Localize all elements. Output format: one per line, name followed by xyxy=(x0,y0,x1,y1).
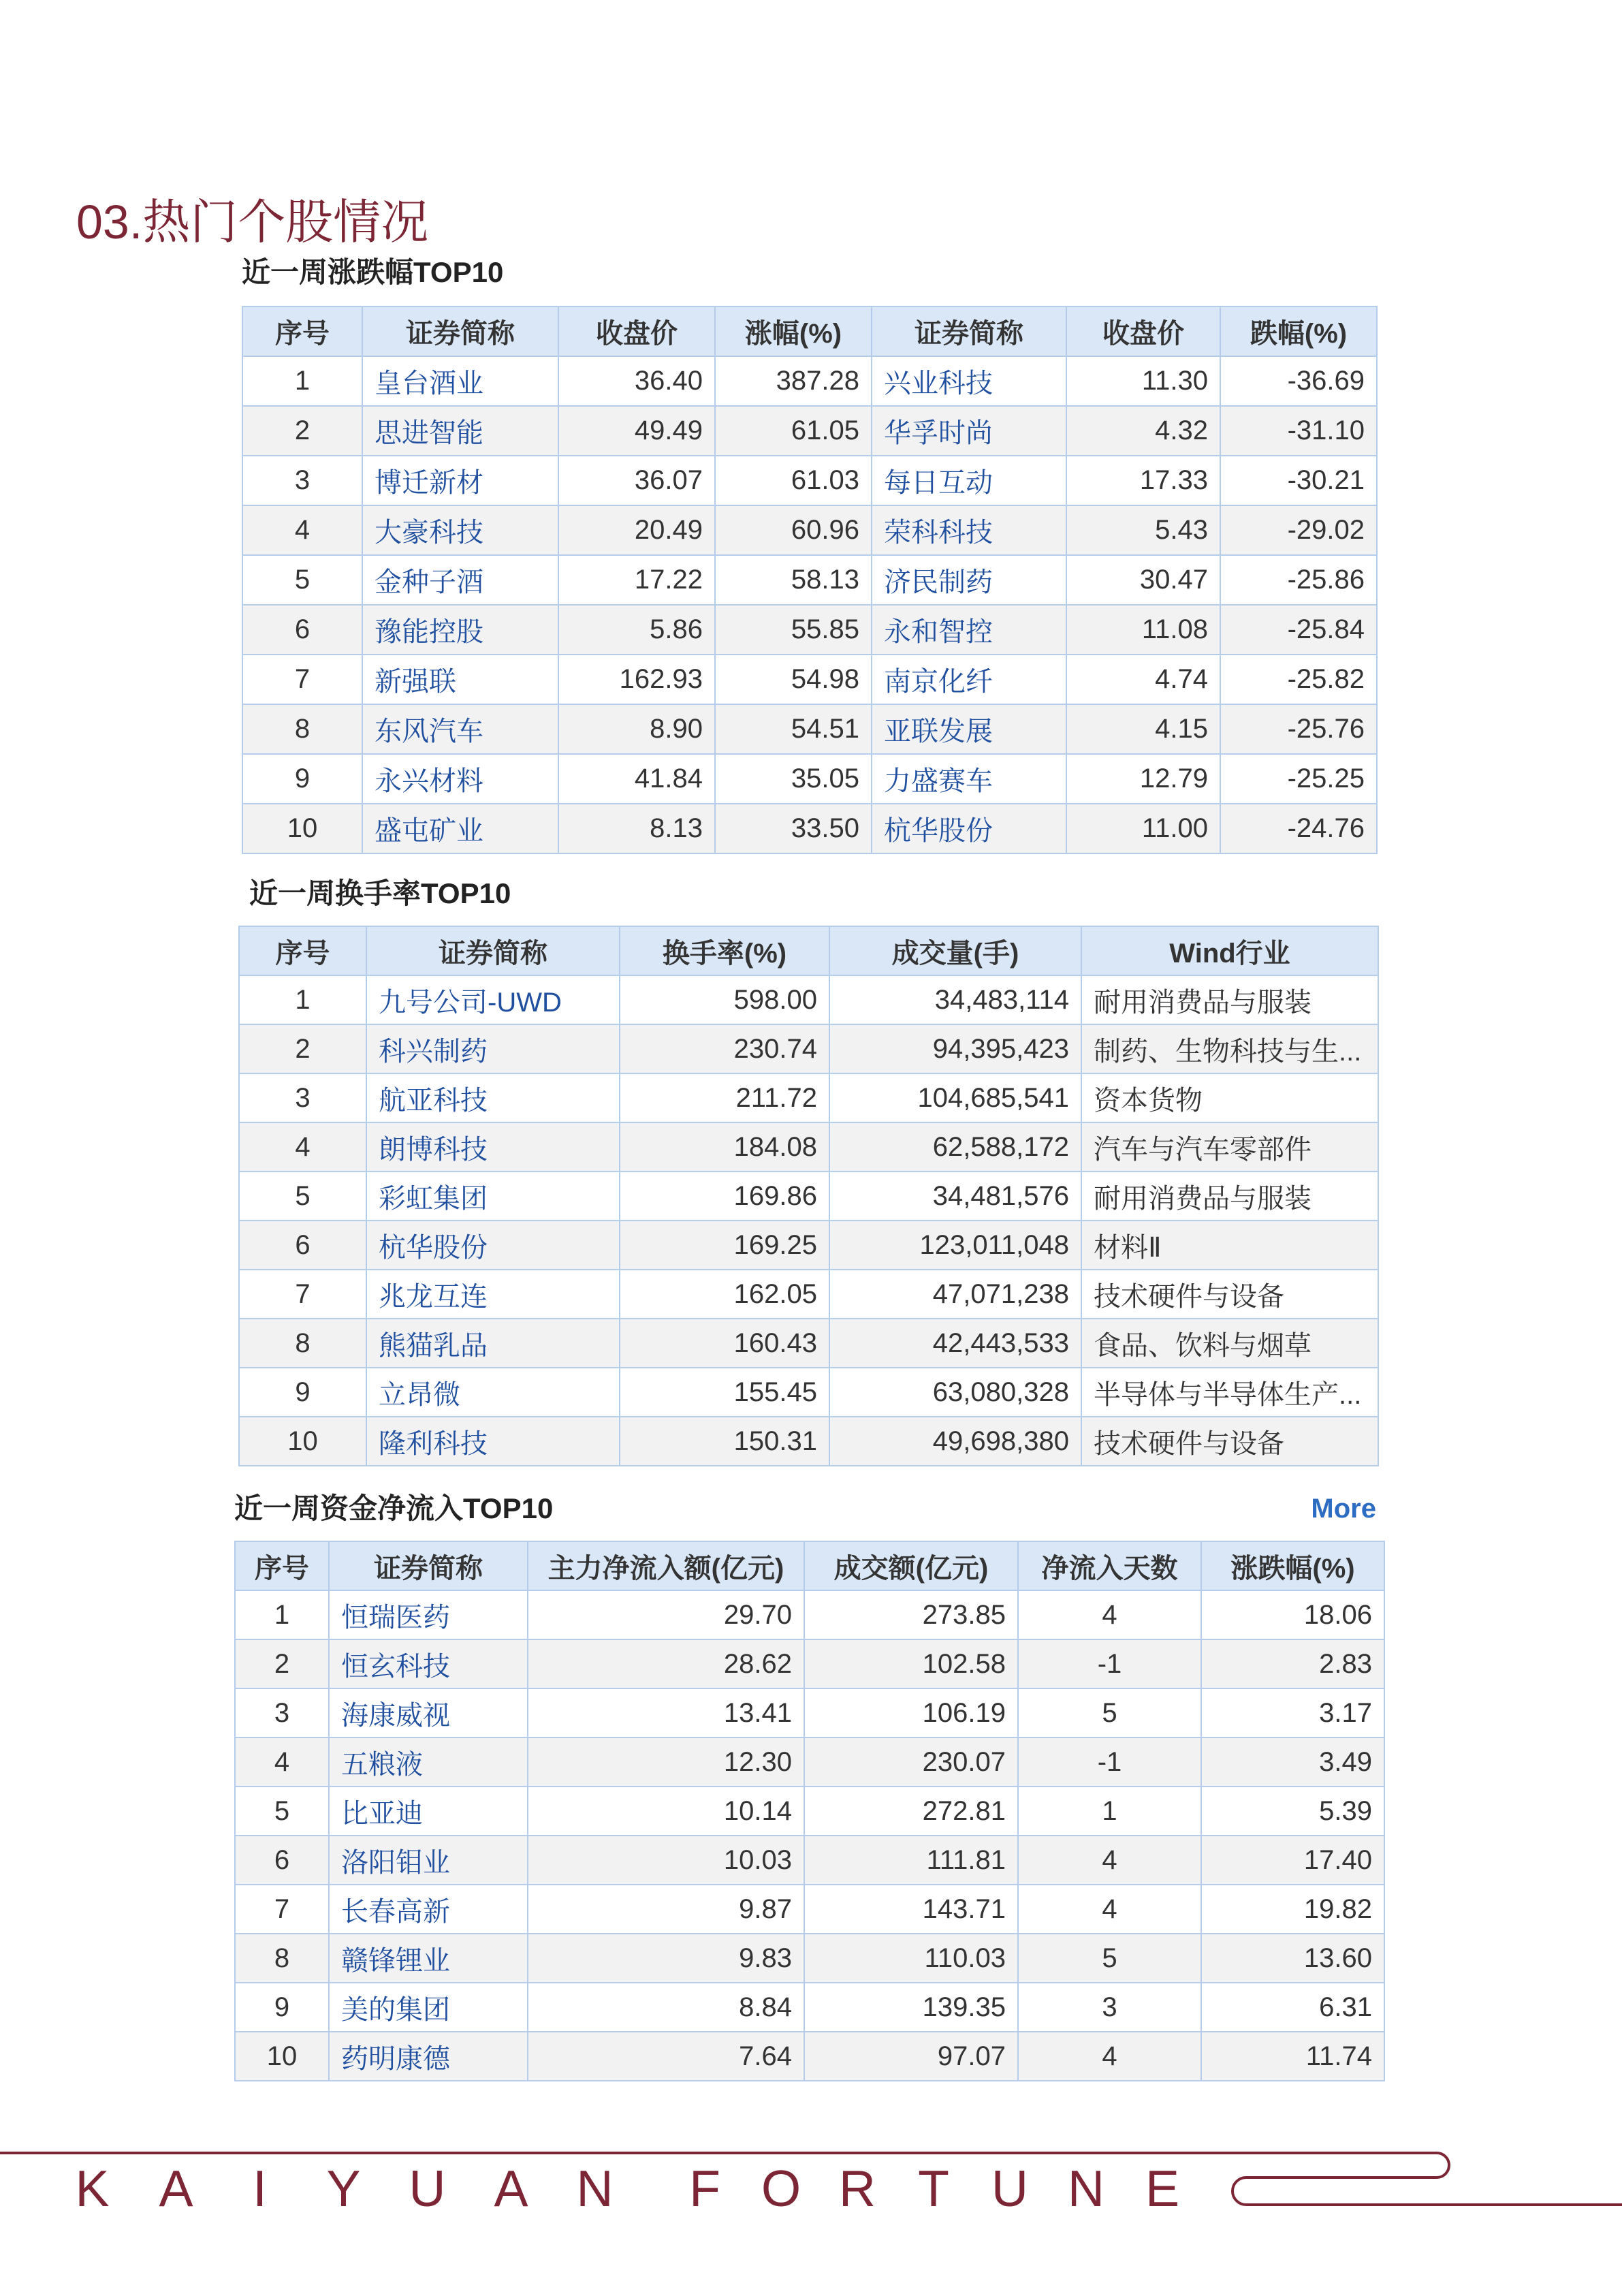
rank-cell: 5 xyxy=(242,555,362,605)
gainer-close-cell: 8.90 xyxy=(558,704,715,754)
stock-name-cell xyxy=(362,356,558,406)
table-row xyxy=(239,1073,1378,1122)
wind-industry-cell: 资本货物 xyxy=(1081,1073,1378,1122)
stock-name-cell xyxy=(329,1787,528,1836)
stock-name-cell xyxy=(872,356,1066,406)
brand-letter: N xyxy=(576,2160,614,2217)
table-body xyxy=(235,1590,1384,2081)
gainer-pct-cell: 35.05 xyxy=(715,754,872,804)
change-pct-cell: 2.83 xyxy=(1201,1639,1384,1688)
gainer-pct-cell: 58.13 xyxy=(715,555,872,605)
turnover-pct-cell: 162.05 xyxy=(620,1270,829,1319)
wind-industry-cell: 制药、生物科技与生... xyxy=(1081,1024,1378,1073)
gainer-close-cell: 41.84 xyxy=(558,754,715,804)
rank-cell: 8 xyxy=(242,704,362,754)
net-inflow-table-title: 近一周资金净流入TOP10 xyxy=(234,1492,554,1524)
wind-industry-cell: 耐用消费品与服装 xyxy=(1081,1171,1378,1221)
turnover-pct-cell: 155.45 xyxy=(620,1368,829,1417)
main-net-inflow-cell: 10.14 xyxy=(528,1787,804,1836)
wind-industry-cell: 技术硬件与设备 xyxy=(1081,1417,1378,1466)
stock-name-cell xyxy=(872,704,1066,754)
stock-name-link[interactable]: 南京化纤 xyxy=(884,667,993,697)
change-pct-cell: 17.40 xyxy=(1201,1836,1384,1885)
column-header: 涨跌幅(%) xyxy=(1201,1541,1384,1590)
net-inflow-top10-table xyxy=(234,1541,1385,2081)
table-row xyxy=(239,1171,1378,1221)
rank-cell: 2 xyxy=(235,1639,329,1688)
main-net-inflow-cell: 9.87 xyxy=(528,1885,804,1934)
rank-cell: 4 xyxy=(239,1122,366,1171)
rank-cell: 2 xyxy=(242,406,362,456)
stock-name-link[interactable]: 盛屯矿业 xyxy=(375,816,483,846)
stock-name-link[interactable]: 东风汽车 xyxy=(375,717,483,746)
brand-letter: U xyxy=(409,2160,446,2217)
stock-name-cell xyxy=(329,1836,528,1885)
table-row xyxy=(242,505,1377,555)
loser-pct-cell: -29.02 xyxy=(1220,505,1377,555)
stock-name-cell xyxy=(872,456,1066,505)
volume-lots-cell: 34,481,576 xyxy=(829,1171,1081,1221)
inflow-days-cell: -1 xyxy=(1018,1639,1201,1688)
wind-industry-cell: 半导体与半导体生产... xyxy=(1081,1368,1378,1417)
stock-name-cell xyxy=(366,1417,620,1466)
stock-name-link[interactable]: 彩虹集团 xyxy=(379,1183,488,1214)
rank-cell: 7 xyxy=(239,1270,366,1319)
stock-name-cell xyxy=(872,655,1066,704)
table-row xyxy=(239,1122,1378,1171)
rank-cell: 3 xyxy=(235,1688,329,1737)
rank-cell: 6 xyxy=(239,1221,366,1270)
rank-cell: 5 xyxy=(235,1787,329,1836)
table-row xyxy=(242,356,1377,406)
turnover-amount-cell: 143.71 xyxy=(804,1885,1018,1934)
price-change-top10-table xyxy=(242,306,1378,854)
column-header: 成交额(亿元) xyxy=(804,1541,1018,1590)
stock-name-link[interactable]: 永和智控 xyxy=(884,617,993,647)
brand-letter: Y xyxy=(326,2160,361,2217)
brand-letter: R xyxy=(838,2160,876,2217)
wind-industry-cell: 汽车与汽车零部件 xyxy=(1081,1122,1378,1171)
column-header: 换手率(%) xyxy=(620,926,829,975)
stock-name-cell xyxy=(329,1934,528,1983)
change-pct-cell: 13.60 xyxy=(1201,1934,1384,1983)
loser-close-cell: 17.33 xyxy=(1066,456,1220,505)
volume-lots-cell: 49,698,380 xyxy=(829,1417,1081,1466)
stock-name-link[interactable]: 皇台酒业 xyxy=(375,368,483,398)
rank-cell: 7 xyxy=(242,655,362,704)
main-net-inflow-cell: 28.62 xyxy=(528,1639,804,1688)
brand-letter: F xyxy=(689,2160,720,2217)
column-header: 证券简称 xyxy=(366,926,620,975)
stock-name-cell xyxy=(366,975,620,1024)
stock-name-link[interactable]: 药明康德 xyxy=(341,2043,450,2074)
stock-name-cell xyxy=(362,605,558,655)
section-title: 03.热门个股情况 xyxy=(76,195,429,249)
wind-industry-cell: 耐用消费品与服装 xyxy=(1081,975,1378,1024)
volume-lots-cell: 63,080,328 xyxy=(829,1368,1081,1417)
brand-letter: T xyxy=(918,2160,949,2217)
turnover-pct-cell: 230.74 xyxy=(620,1024,829,1073)
rank-cell: 8 xyxy=(239,1319,366,1368)
volume-lots-cell: 42,443,533 xyxy=(829,1319,1081,1368)
table-row xyxy=(242,704,1377,754)
stock-name-cell xyxy=(366,1319,620,1368)
main-net-inflow-cell: 13.41 xyxy=(528,1688,804,1737)
turnover-amount-cell: 139.35 xyxy=(804,1983,1018,2032)
gainer-pct-cell: 54.51 xyxy=(715,704,872,754)
turnover-pct-cell: 169.25 xyxy=(620,1221,829,1270)
stock-name-cell xyxy=(362,456,558,505)
inflow-days-cell: 3 xyxy=(1018,1983,1201,2032)
column-header: 收盘价 xyxy=(558,306,715,356)
stock-name-link[interactable]: 海康威视 xyxy=(341,1700,450,1731)
loser-pct-cell: -36.69 xyxy=(1220,356,1377,406)
stock-name-link[interactable]: 隆利科技 xyxy=(379,1428,488,1459)
column-header: Wind行业 xyxy=(1081,926,1378,975)
stock-name-link[interactable]: 亚联发展 xyxy=(884,717,993,746)
gainer-pct-cell: 60.96 xyxy=(715,505,872,555)
brand-letter: I xyxy=(253,2160,267,2217)
inflow-days-cell: 4 xyxy=(1018,1885,1201,1934)
gainer-pct-cell: 61.03 xyxy=(715,456,872,505)
stock-name-link[interactable]: 思进智能 xyxy=(375,418,483,448)
volume-lots-cell: 34,483,114 xyxy=(829,975,1081,1024)
stock-name-link[interactable]: 每日互动 xyxy=(884,468,993,498)
column-header: 证券简称 xyxy=(329,1541,528,1590)
rank-cell: 6 xyxy=(235,1836,329,1885)
turnover-top10-table xyxy=(238,926,1379,1466)
inflow-days-cell: -1 xyxy=(1018,1737,1201,1787)
table-row xyxy=(242,605,1377,655)
stock-name-cell xyxy=(329,1983,528,2032)
loser-close-cell: 12.79 xyxy=(1066,754,1220,804)
table-row xyxy=(239,1368,1378,1417)
rank-cell: 3 xyxy=(242,456,362,505)
table-row xyxy=(242,804,1377,853)
stock-name-link[interactable]: 杭华股份 xyxy=(884,816,993,846)
volume-lots-cell: 94,395,423 xyxy=(829,1024,1081,1073)
table-header-row xyxy=(235,1541,1384,1590)
loser-close-cell: 30.47 xyxy=(1066,555,1220,605)
turnover-pct-cell: 169.86 xyxy=(620,1171,829,1221)
rank-cell: 2 xyxy=(239,1024,366,1073)
stock-name-cell xyxy=(872,406,1066,456)
column-header: 证券简称 xyxy=(872,306,1066,356)
brand-letter: E xyxy=(1145,2160,1180,2217)
table-row xyxy=(239,1417,1378,1466)
rank-cell: 1 xyxy=(235,1590,329,1639)
stock-name-link[interactable]: 金种子酒 xyxy=(375,567,483,597)
loser-pct-cell: -25.25 xyxy=(1220,754,1377,804)
table-body xyxy=(239,975,1378,1466)
stock-name-cell xyxy=(872,505,1066,555)
turnover-pct-cell: 150.31 xyxy=(620,1417,829,1466)
gainer-close-cell: 8.13 xyxy=(558,804,715,853)
column-header: 成交量(手) xyxy=(829,926,1081,975)
wind-industry-cell: 材料Ⅱ xyxy=(1081,1221,1378,1270)
stock-name-link[interactable]: 立昂微 xyxy=(379,1379,460,1410)
rank-cell: 7 xyxy=(235,1885,329,1934)
stock-name-link[interactable]: 长春高新 xyxy=(341,1896,450,1927)
gainer-pct-cell: 61.05 xyxy=(715,406,872,456)
stock-name-cell xyxy=(366,1221,620,1270)
stock-name-cell xyxy=(362,655,558,704)
rank-cell: 9 xyxy=(242,754,362,804)
main-net-inflow-cell: 8.84 xyxy=(528,1983,804,2032)
rank-cell: 1 xyxy=(242,356,362,406)
table-body xyxy=(242,356,1377,853)
gainer-close-cell: 36.07 xyxy=(558,456,715,505)
stock-name-link[interactable]: 兴业科技 xyxy=(884,368,993,398)
column-header: 证券简称 xyxy=(362,306,558,356)
gainer-pct-cell: 54.98 xyxy=(715,655,872,704)
rank-cell: 3 xyxy=(239,1073,366,1122)
stock-name-link[interactable]: 兆龙互连 xyxy=(379,1281,488,1312)
loser-pct-cell: -24.76 xyxy=(1220,804,1377,853)
change-pct-cell: 3.17 xyxy=(1201,1688,1384,1737)
column-header: 净流入天数 xyxy=(1018,1541,1201,1590)
turnover-amount-cell: 110.03 xyxy=(804,1934,1018,1983)
inflow-days-cell: 4 xyxy=(1018,1836,1201,1885)
stock-name-cell xyxy=(366,1171,620,1221)
stock-name-link[interactable]: 美的集团 xyxy=(341,1994,450,2025)
rank-cell: 8 xyxy=(235,1934,329,1983)
turnover-pct-cell: 160.43 xyxy=(620,1319,829,1368)
gainer-pct-cell: 55.85 xyxy=(715,605,872,655)
loser-close-cell: 5.43 xyxy=(1066,505,1220,555)
gainer-close-cell: 162.93 xyxy=(558,655,715,704)
stock-name-link[interactable]: 洛阳钼业 xyxy=(341,1847,450,1878)
volume-lots-cell: 47,071,238 xyxy=(829,1270,1081,1319)
stock-name-cell xyxy=(362,505,558,555)
change-pct-cell: 18.06 xyxy=(1201,1590,1384,1639)
table-row xyxy=(239,1221,1378,1270)
stock-name-link[interactable]: 航亚科技 xyxy=(379,1085,488,1116)
stock-name-cell xyxy=(872,605,1066,655)
change-pct-cell: 5.39 xyxy=(1201,1787,1384,1836)
stock-name-link[interactable]: 九号公司-UWD xyxy=(379,987,562,1018)
stock-name-link[interactable]: 恒瑞医药 xyxy=(341,1602,450,1633)
stock-name-cell xyxy=(329,2032,528,2081)
change-pct-cell: 6.31 xyxy=(1201,1983,1384,2032)
stock-name-cell xyxy=(366,1024,620,1073)
turnover-amount-cell: 272.81 xyxy=(804,1787,1018,1836)
main-net-inflow-cell: 29.70 xyxy=(528,1590,804,1639)
table-header-row xyxy=(242,306,1377,356)
table-row xyxy=(235,1885,1384,1934)
inflow-days-cell: 4 xyxy=(1018,2032,1201,2081)
brand-word xyxy=(667,2160,1200,2217)
inflow-days-cell: 4 xyxy=(1018,1590,1201,1639)
stock-name-cell xyxy=(362,704,558,754)
price-change-table-title: 近一周涨跌幅TOP10 xyxy=(242,256,504,288)
rank-cell: 4 xyxy=(235,1737,329,1787)
table-row xyxy=(235,1934,1384,1983)
brand-letter: N xyxy=(1067,2160,1105,2217)
rank-cell: 9 xyxy=(239,1368,366,1417)
turnover-amount-cell: 111.81 xyxy=(804,1836,1018,1885)
volume-lots-cell: 104,685,541 xyxy=(829,1073,1081,1122)
stock-name-cell xyxy=(329,1590,528,1639)
rank-cell: 5 xyxy=(239,1171,366,1221)
turnover-amount-cell: 106.19 xyxy=(804,1688,1018,1737)
stock-name-link[interactable]: 赣锋锂业 xyxy=(341,1945,450,1976)
table-header-row xyxy=(239,926,1378,975)
brand-letter: A xyxy=(494,2160,528,2217)
table-row xyxy=(239,1270,1378,1319)
table-row xyxy=(235,1639,1384,1688)
column-header: 主力净流入额(亿元) xyxy=(528,1541,804,1590)
rank-cell: 6 xyxy=(242,605,362,655)
stock-name-link[interactable]: 济民制药 xyxy=(884,567,993,597)
brand-letter: K xyxy=(75,2160,110,2217)
turnover-pct-cell: 211.72 xyxy=(620,1073,829,1122)
loser-pct-cell: -25.86 xyxy=(1220,555,1377,605)
column-header: 跌幅(%) xyxy=(1220,306,1377,356)
stock-name-cell xyxy=(366,1368,620,1417)
stock-name-cell xyxy=(366,1073,620,1122)
column-header: 涨幅(%) xyxy=(715,306,872,356)
brand-letter: O xyxy=(761,2160,801,2217)
rank-cell: 4 xyxy=(242,505,362,555)
loser-close-cell: 11.00 xyxy=(1066,804,1220,853)
stock-name-cell xyxy=(872,754,1066,804)
stock-name-link[interactable]: 杭华股份 xyxy=(379,1232,488,1263)
volume-lots-cell: 123,011,048 xyxy=(829,1221,1081,1270)
table-row xyxy=(235,1787,1384,1836)
stock-name-link[interactable]: 五粮液 xyxy=(341,1749,423,1780)
turnover-amount-cell: 230.07 xyxy=(804,1737,1018,1787)
table-row xyxy=(242,655,1377,704)
change-pct-cell: 19.82 xyxy=(1201,1885,1384,1934)
table-row xyxy=(239,1024,1378,1073)
stock-name-cell xyxy=(329,1885,528,1934)
gainer-pct-cell: 33.50 xyxy=(715,804,872,853)
table-row xyxy=(242,406,1377,456)
stock-name-cell xyxy=(329,1639,528,1688)
table-row xyxy=(239,1319,1378,1368)
table-row xyxy=(239,975,1378,1024)
loser-close-cell: 4.15 xyxy=(1066,704,1220,754)
turnover-pct-cell: 184.08 xyxy=(620,1122,829,1171)
stock-name-link[interactable]: 博迁新材 xyxy=(375,468,483,498)
inflow-days-cell: 5 xyxy=(1018,1934,1201,1983)
main-net-inflow-cell: 9.83 xyxy=(528,1934,804,1983)
stock-name-link[interactable]: 大豪科技 xyxy=(375,518,483,548)
rank-cell: 9 xyxy=(235,1983,329,2032)
table-row xyxy=(235,1688,1384,1737)
table-row xyxy=(235,1836,1384,1885)
stock-name-link[interactable]: 熊猫乳品 xyxy=(379,1330,488,1361)
main-net-inflow-cell: 7.64 xyxy=(528,2032,804,2081)
more-link[interactable]: More xyxy=(1311,1494,1376,1524)
wind-industry-cell: 技术硬件与设备 xyxy=(1081,1270,1378,1319)
footer-brand xyxy=(50,2160,1200,2217)
stock-name-cell xyxy=(362,804,558,853)
change-pct-cell: 11.74 xyxy=(1201,2032,1384,2081)
table-row xyxy=(242,754,1377,804)
loser-close-cell: 4.74 xyxy=(1066,655,1220,704)
rank-cell: 1 xyxy=(239,975,366,1024)
table-row xyxy=(235,2032,1384,2081)
stock-name-link[interactable]: 荣科科技 xyxy=(884,518,993,548)
loser-pct-cell: -25.84 xyxy=(1220,605,1377,655)
column-header: 序号 xyxy=(242,306,362,356)
gainer-pct-cell: 387.28 xyxy=(715,356,872,406)
stock-name-cell xyxy=(872,804,1066,853)
stock-name-cell xyxy=(362,754,558,804)
stock-name-cell xyxy=(366,1270,620,1319)
stock-name-link[interactable]: 豫能控股 xyxy=(375,617,483,647)
rank-cell: 10 xyxy=(242,804,362,853)
stock-name-link[interactable]: 力盛赛车 xyxy=(884,766,993,796)
rank-cell: 10 xyxy=(239,1417,366,1466)
gainer-close-cell: 20.49 xyxy=(558,505,715,555)
turnover-pct-cell: 598.00 xyxy=(620,975,829,1024)
turnover-table-title: 近一周换手率TOP10 xyxy=(249,877,511,909)
change-pct-cell: 3.49 xyxy=(1201,1737,1384,1787)
brand-letter: A xyxy=(159,2160,193,2217)
volume-lots-cell: 62,588,172 xyxy=(829,1122,1081,1171)
stock-name-cell xyxy=(329,1688,528,1737)
table-row xyxy=(235,1983,1384,2032)
turnover-amount-cell: 97.07 xyxy=(804,2032,1018,2081)
stock-name-cell xyxy=(872,555,1066,605)
turnover-amount-cell: 102.58 xyxy=(804,1639,1018,1688)
loser-pct-cell: -30.21 xyxy=(1220,456,1377,505)
wind-industry-cell: 食品、饮料与烟草 xyxy=(1081,1319,1378,1368)
table-row xyxy=(235,1737,1384,1787)
stock-name-link[interactable]: 恒玄科技 xyxy=(341,1651,450,1682)
column-header: 序号 xyxy=(235,1541,329,1590)
rank-cell: 10 xyxy=(235,2032,329,2081)
table-row xyxy=(242,555,1377,605)
stock-name-link[interactable]: 比亚迪 xyxy=(341,1798,423,1829)
loser-close-cell: 11.30 xyxy=(1066,356,1220,406)
turnover-amount-cell: 273.85 xyxy=(804,1590,1018,1639)
gainer-close-cell: 49.49 xyxy=(558,406,715,456)
table-row xyxy=(242,456,1377,505)
stock-name-cell xyxy=(362,406,558,456)
loser-pct-cell: -25.82 xyxy=(1220,655,1377,704)
stock-name-link[interactable]: 新强联 xyxy=(375,667,456,697)
column-header: 序号 xyxy=(239,926,366,975)
stock-name-link[interactable]: 朗博科技 xyxy=(379,1134,488,1165)
stock-name-link[interactable]: 永兴材料 xyxy=(375,766,483,796)
stock-name-cell xyxy=(366,1122,620,1171)
gainer-close-cell: 36.40 xyxy=(558,356,715,406)
table-row xyxy=(235,1590,1384,1639)
brand-letter: U xyxy=(991,2160,1029,2217)
gainer-close-cell: 5.86 xyxy=(558,605,715,655)
stock-name-cell xyxy=(329,1737,528,1787)
stock-name-link[interactable]: 科兴制药 xyxy=(379,1036,488,1067)
loser-close-cell: 11.08 xyxy=(1066,605,1220,655)
stock-name-link[interactable]: 华孚时尚 xyxy=(884,418,993,448)
stock-name-cell xyxy=(362,555,558,605)
loser-close-cell: 4.32 xyxy=(1066,406,1220,456)
inflow-days-cell: 1 xyxy=(1018,1787,1201,1836)
brand-word xyxy=(50,2160,637,2217)
loser-pct-cell: -31.10 xyxy=(1220,406,1377,456)
loser-pct-cell: -25.76 xyxy=(1220,704,1377,754)
column-header: 收盘价 xyxy=(1066,306,1220,356)
main-net-inflow-cell: 10.03 xyxy=(528,1836,804,1885)
main-net-inflow-cell: 12.30 xyxy=(528,1737,804,1787)
gainer-close-cell: 17.22 xyxy=(558,555,715,605)
inflow-days-cell: 5 xyxy=(1018,1688,1201,1737)
